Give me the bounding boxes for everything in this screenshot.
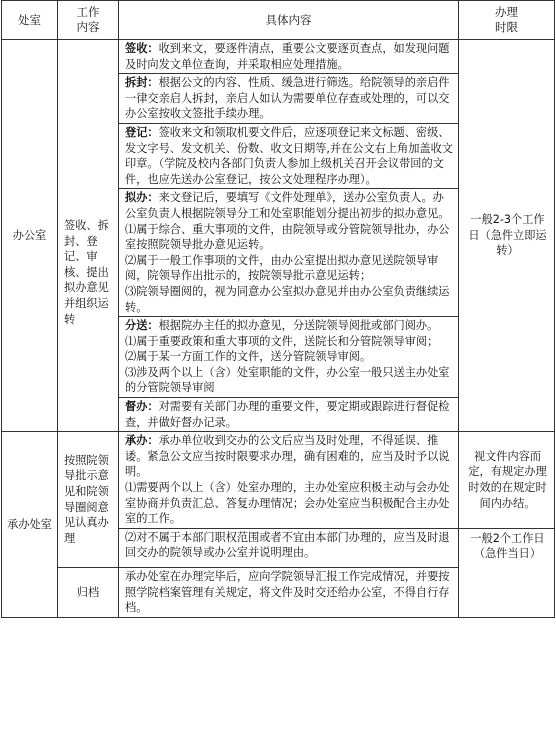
- office-block-title: 拆封：: [125, 76, 159, 90]
- handling-block-2: [119, 528, 459, 567]
- office-block: [119, 189, 458, 317]
- handling-block-1: [119, 432, 459, 529]
- handling-office-name: 承办处室: [2, 432, 58, 618]
- office-block-para: 签收来文和领取机要文件后，应逐项登记来文标题、密级、发文字号、发文机关、份数、收文日期等,并在公文右上角加盖收文印章。（学院及校内各部门负责人参加上级机关召开会议带回的文件，也应先送办公室登记，按公文处理程序办理）。: [125, 125, 453, 186]
- office-block-para: 根据院办主任的拟办意见，分送院领导阅批或部门阅办。: [158, 319, 439, 333]
- handling-block-1-title: 承办：: [125, 434, 159, 448]
- handling-block-1-para-1: ⑴需要两个以上（含）处室办理的，主办处室应积极主动与会办处室协商并负责汇总、答复办理情况；会办处室应当积极配合主办处室的工作。: [125, 481, 450, 526]
- office-block: [119, 398, 458, 431]
- office-block-para: 来文登记后，要填写《文件处理单》，送办公室负责人。办公室负责人根据院领导分工和处室职能划分提出初步的拟办意见。: [125, 191, 450, 220]
- handling-row-1: [2, 432, 555, 529]
- handling-task: 按照院领导批示意见和院领导圈阅意见认真办理: [58, 432, 119, 568]
- office-block-title: 签收：: [125, 42, 159, 55]
- office-block-para: ⑵属于某一方面工作的文件，送分管院领导审阅。: [125, 350, 372, 364]
- header-time-limit: [459, 1, 555, 40]
- handling-time-limit-1: 视文件内容而定，有规定办理时效的在规定时间内办结。: [459, 432, 555, 529]
- header-limit-line2: 时限: [495, 20, 518, 34]
- office-block-para: ⑶涉及两个以上（含）处室职能的文件，办公室一般只送主办处室的分管院领导审阅: [125, 365, 450, 395]
- office-task: 签收、拆封、登记、审核、提出拟办意见并组织运转: [58, 40, 119, 432]
- office-block: [119, 317, 458, 398]
- header-row: [2, 1, 555, 40]
- archive-task: 归档: [58, 568, 119, 618]
- office-block-para: 对需要有关部门办理的重要文件，要定期或跟踪进行督促检查，并做好督办记录。: [125, 400, 450, 429]
- office-name: 办公室: [2, 40, 58, 432]
- archive-content: [119, 568, 459, 618]
- office-section-row: [2, 40, 555, 432]
- office-block-para: ⑶院领导圈阅的，视为同意办公室拟办意见并由办公室负责继续运转。: [125, 284, 450, 314]
- office-block-title: 分送：: [125, 319, 159, 333]
- document-table: [1, 0, 555, 618]
- handling-block-1-para-0: 承办单位收到交办的公文后应当及时处理，不得延误、推诿。紧急公文应当按时限要求办理，确有困难的，应当及时予以说明。: [125, 434, 450, 479]
- office-block: [119, 124, 458, 189]
- header-limit-line1: 办理: [495, 5, 518, 19]
- office-content-blocks: [119, 40, 459, 432]
- office-block-para: 根据公文的内容、性质、缓急进行筛选。给院领导的亲启件一律交亲启人拆封，亲启人如认为需要单位存查或处理的，可以交办公室按收文签批手续办理。: [125, 76, 450, 121]
- office-block-title: 拟办：: [125, 191, 159, 205]
- header-work-line2: 内容: [76, 20, 100, 34]
- header-office: 处室: [2, 1, 58, 40]
- header-work-line1: 工作: [76, 5, 100, 19]
- header-specific-content: 具体内容: [119, 1, 459, 40]
- office-block-para: ⑵属于一般工作事项的文件，由办公室提出拟办意见送院领导审阅，院领导作出批示的，按院领导批示意见运转；: [125, 253, 439, 283]
- handling-time-limit-2: 一般2个工作日（急件当日）: [459, 528, 555, 617]
- office-block-title: 登记：: [125, 125, 159, 139]
- office-time-limit: 一般2-3个工作日（急件立即运转）: [459, 40, 555, 432]
- office-block-para: ⑴属于综合、重大事项的文件，由院领导或分管院领导批办，办公室按照院领导批办意见运转。: [125, 222, 450, 252]
- office-block-title: 督办：: [125, 400, 159, 414]
- office-block: [119, 40, 458, 74]
- header-work-content: [58, 1, 119, 40]
- office-block: [119, 74, 458, 124]
- office-block-para: ⑴属于重要政策和重大事项的文件，送院长和分管院领导审阅；: [125, 334, 439, 348]
- office-block-para: 收到来文，要逐件清点，重要公文要逐页查点，如发现问题及时向发文单位查询，并采取相应处理措施。: [125, 42, 450, 71]
- handling-block-2-para: ⑵对不属于本部门职权范围或者不宜由本部门办理的，应当及时退回交办的院领导或办公室并说明理由。: [125, 530, 450, 560]
- archive-text: 承办处室在办理完毕后，应向学院领导汇报工作完成情况，并要按照学院档案管理有关规定，将文件及时交还给办公室，不得自行存档。: [125, 570, 450, 615]
